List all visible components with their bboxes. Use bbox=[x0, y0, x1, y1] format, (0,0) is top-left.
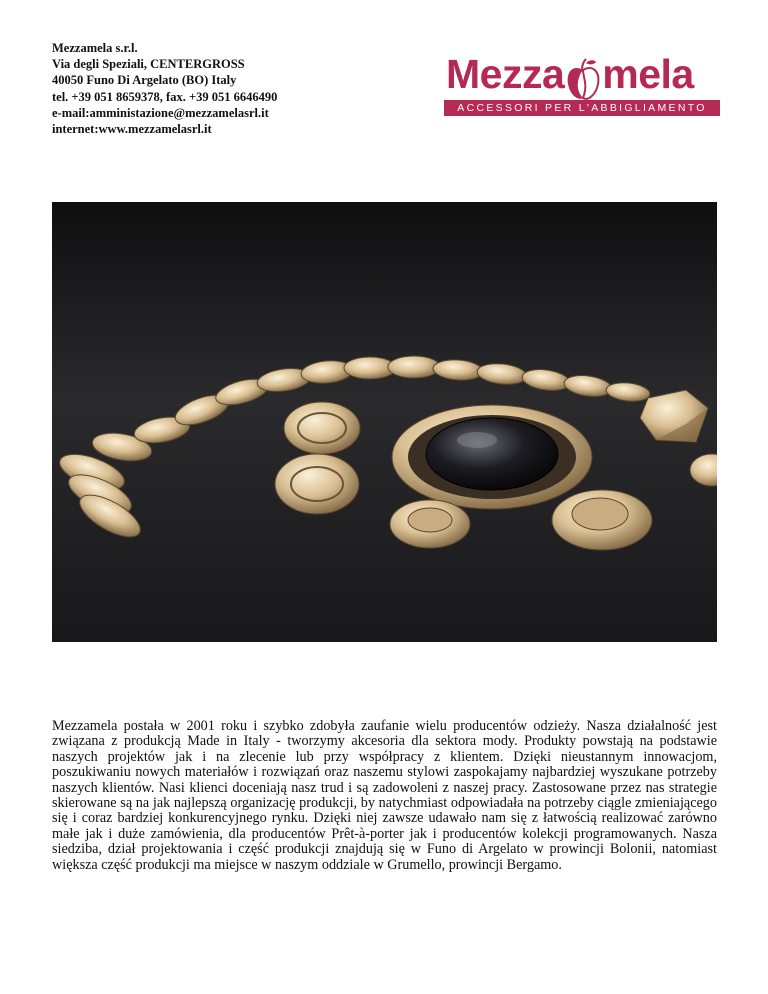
company-email: e-mail:amministazione@mezzamelasrl.it bbox=[52, 105, 269, 120]
company-city: 40050 Funo Di Argelato (BO) Italy bbox=[52, 73, 237, 88]
company-name: Mezzamela s.r.l. bbox=[52, 41, 138, 55]
logo-wordmark bbox=[446, 48, 694, 98]
mezzamela-logo bbox=[444, 48, 722, 116]
company-street: Via degli Speziali, CENTERGROSS bbox=[52, 57, 245, 72]
product-photo bbox=[52, 202, 717, 642]
company-description: Mezzamela postała w 2001 roku i szybko zdobyła zaufanie wielu producentów odzieży. Nasza działalność jest związana z produkcją Made in Italy - tworzymy akcesoria dla sektora mody. Produkty powstają na podstawie naszych projektów jak i na zlecenie lub przy współpracy z klientem. Dzięki nieustannym innowacjom, poszukiwaniu nowych materiałów i rozwiązań oraz naszemu stylowi zaspokajamy najbardziej wyszukane potrzeby naszych klientów. Nasi klienci doceniają nasz trud i są zadowoleni z naszej pracy. Zastosowane przez nas strategie skierowane są na jak najlepszą organizację produkcji, by natychmiast odpowiadała na potrzeby ciągle zmieniającego się i coraz bardziej konkurencyjnego rynku. Dzięki niej zawsze udawało nam się z łatwością realizować zarówno małe jak i duże zamówienia, dla producentów Prêt-à-porter jak i producentów kolekcji programowanych. Nasza siedziba, dział projektowania i część produkcji znajdują się w Funo di Argelato w prowincji Bolonii, natomiast większa część produkcji ma miejsce w naszym oddziale w Grumello, prowincji Bergamo. bbox=[52, 718, 717, 873]
company-phone: tel. +39 051 8659378, fax. +39 051 6646490 bbox=[52, 89, 278, 104]
half-apple-icon bbox=[565, 58, 601, 98]
logo-word-left: Mezza bbox=[446, 51, 565, 97]
jewelry-accessories-photo bbox=[52, 202, 717, 642]
company-web: internet:www.mezzamelasrl.it bbox=[52, 122, 212, 137]
brooch-with-black-stone bbox=[392, 405, 592, 509]
logo-tagline: ACCESSORI PER L'ABBIGLIAMENTO bbox=[444, 100, 720, 116]
logo-word-right: mela bbox=[602, 51, 694, 97]
company-address-block bbox=[52, 40, 277, 137]
